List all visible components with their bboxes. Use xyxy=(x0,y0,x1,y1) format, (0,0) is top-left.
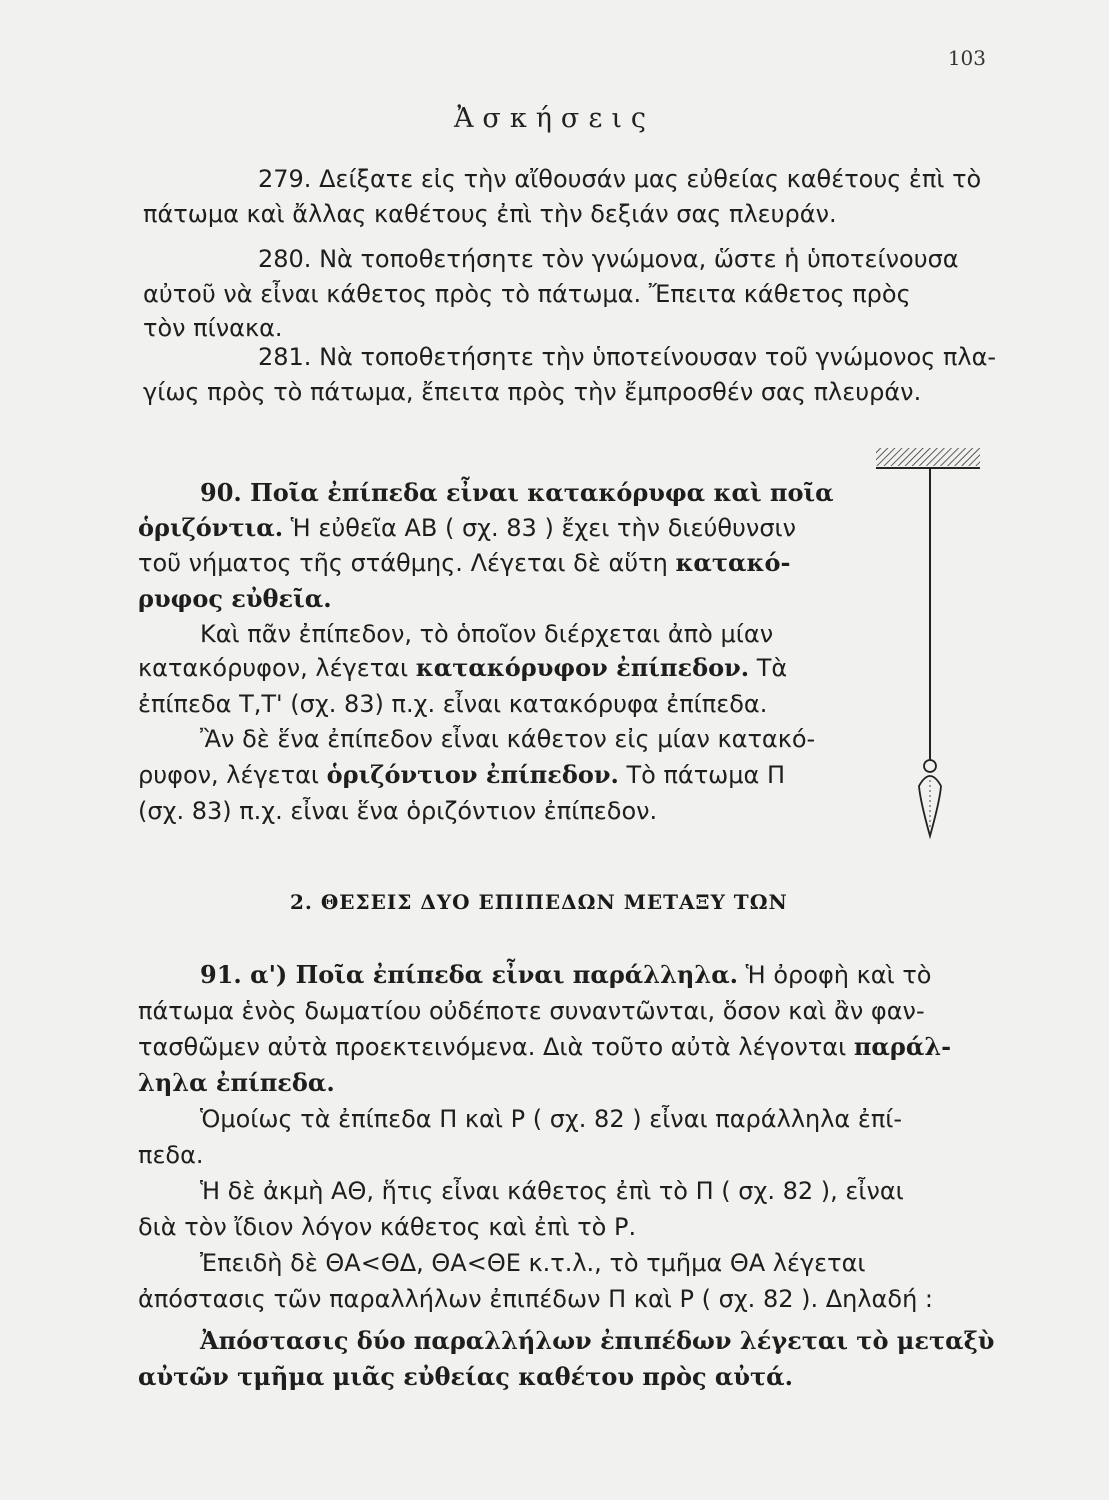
paragraph-90-line: Καὶ πᾶν ἐπίπεδον, τὸ ὁποῖον διέρχεται ἀπὸ μίαν xyxy=(200,620,774,648)
plumb-line-figure xyxy=(870,444,982,844)
paragraph-91-line: Ἐπειδὴ δὲ ΘΑ<ΘΔ, ΘΑ<ΘΕ κ.τ.λ., τὸ τμῆμα ΘΑ λέγεται xyxy=(200,1249,866,1277)
paragraph-90-line xyxy=(138,548,790,578)
paragraph-90-line xyxy=(138,513,796,543)
paragraph-91-line: πεδα. xyxy=(138,1141,204,1169)
paragraph-90-line: (σχ. 83) π.χ. εἶναι ἕνα ὁριζόντιον ἐπίπεδον. xyxy=(138,797,658,825)
text-span: κατακόρυφον, λέγεται xyxy=(138,654,416,682)
text-span: ρυφον, λέγεται xyxy=(138,761,327,789)
page-number: 103 xyxy=(947,46,986,70)
definition-line: αὐτῶν τμῆμα μιᾶς εὐθείας καθέτου πρὸς αὐτά. xyxy=(138,1362,794,1391)
paragraph-91-line: Ἡ δὲ ἀκμὴ ΑΘ, ἥτις εἶναι κάθετος ἐπὶ τὸ Π ( σχ. 82 ), εἶναι xyxy=(200,1177,904,1205)
paragraph-90-line: ἐπίπεδα Τ,Τ' (σχ. 83) π.χ. εἶναι κατακόρυφα ἐπίπεδα. xyxy=(138,690,768,718)
paragraph-90-line xyxy=(138,584,332,614)
text-span: Τὸ πάτωμα Π xyxy=(618,761,786,789)
exercises-heading: Ἀσκήσεις xyxy=(453,103,656,134)
exercise-line: αὐτοῦ νὰ εἶναι κάθετος πρὸς τὸ πάτωμα. Ἔπειτα κάθετος πρὸς xyxy=(143,280,911,308)
text-span: τασθῶμεν αὐτὰ προεκτεινόμενα. Διὰ τοῦτο αὐτὰ λέγονται xyxy=(138,1033,854,1061)
plumb-ring xyxy=(924,760,936,772)
paragraph-91-line xyxy=(138,1068,335,1098)
term-vertical-plane: κατακόρυφον ἐπίπεδον. xyxy=(415,653,750,682)
exercise-line: πάτωμα καὶ ἄλλας καθέτους ἐπὶ τὴν δεξιάν σας πλευράν. xyxy=(143,200,837,228)
term-vertical-line-end: ρυφος εὐθεῖα. xyxy=(138,584,332,613)
exercise-line: 280. Νὰ τοποθετήσητε τὸν γνώμονα, ὥστε ἡ ὑποτείνουσα xyxy=(258,245,959,273)
paragraph-90-title-end: ὁριζόντια. xyxy=(138,513,284,542)
term-parallel-planes: παράλ- xyxy=(853,1032,952,1061)
term-vertical-line: κατακό- xyxy=(675,548,791,577)
term-parallel-planes-end: ληλα ἐπίπεδα. xyxy=(138,1068,335,1097)
paragraph-91-line: διὰ τὸν ἴδιον λόγον κάθετος καὶ ἐπὶ τὸ Ρ. xyxy=(138,1213,637,1241)
paragraph-90-line xyxy=(138,760,785,790)
paragraph-90-line xyxy=(138,653,787,683)
paragraph-90-line: Ἂν δὲ ἕνα ἐπίπεδον εἶναι κάθετον εἰς μίαν κατακό- xyxy=(200,725,816,753)
exercise-line: 279. Δείξατε εἰς τὴν αἴθουσάν μας εὐθείας καθέτους ἐπὶ τὸ xyxy=(258,165,982,193)
paragraph-91-title: 91. α') Ποῖα ἐπίπεδα εἶναι παράλληλα. xyxy=(200,960,739,989)
paragraph-90-title: 90. Ποῖα ἐπίπεδα εἶναι κατακόρυφα καὶ ποῖα xyxy=(200,478,834,507)
paragraph-91-line: ἀπόστασις τῶν παραλλήλων ἐπιπέδων Π καὶ Ρ ( σχ. 82 ). Δηλαδή : xyxy=(138,1285,933,1313)
text-span: Ἡ ὀροφὴ καὶ τὸ xyxy=(738,961,932,989)
exercise-line: γίως πρὸς τὸ πάτωμα, ἔπειτα πρὸς τὴν ἔμπροσθέν σας πλευράν. xyxy=(143,378,922,406)
paragraph-91-line: Ὁμοίως τὰ ἐπίπεδα Π καὶ Ρ ( σχ. 82 ) εἶναι παράλληλα ἐπί- xyxy=(200,1105,903,1133)
exercise-line: 281. Νὰ τοποθετήσητε τὴν ὑποτείνουσαν τοῦ γνώμονος πλα- xyxy=(258,343,997,371)
paragraph-90-line xyxy=(200,478,834,508)
term-horizontal-plane: ὁριζόντιον ἐπίπεδον. xyxy=(326,760,619,789)
exercise-line: τὸν πίνακα. xyxy=(143,314,283,342)
text-span: Ἡ εὐθεῖα ΑΒ ( σχ. 83 ) ἔχει τὴν διεύθυνσιν xyxy=(283,514,797,542)
ceiling-hatch xyxy=(876,448,980,466)
paragraph-91-line xyxy=(138,1032,951,1062)
paragraph-91-line: πάτωμα ἑνὸς δωματίου οὐδέποτε συναντῶνται, ὅσον καὶ ἂν φαν- xyxy=(138,997,925,1025)
definition-line: Ἀπόστασις δύο παραλλήλων ἐπιπέδων λέγεται τὸ μεταξὺ xyxy=(200,1326,995,1355)
text-span: τοῦ νήματος τῆς στάθμης. Λέγεται δὲ αὕτη xyxy=(138,549,676,577)
paragraph-91-line xyxy=(200,960,931,990)
text-span: Τὰ xyxy=(749,654,788,682)
section-heading: 2. ΘΕΣΕΙΣ ΔΥΟ ΕΠΙΠΕΔΩΝ ΜΕΤΑΞΥ ΤΩΝ xyxy=(290,890,788,914)
